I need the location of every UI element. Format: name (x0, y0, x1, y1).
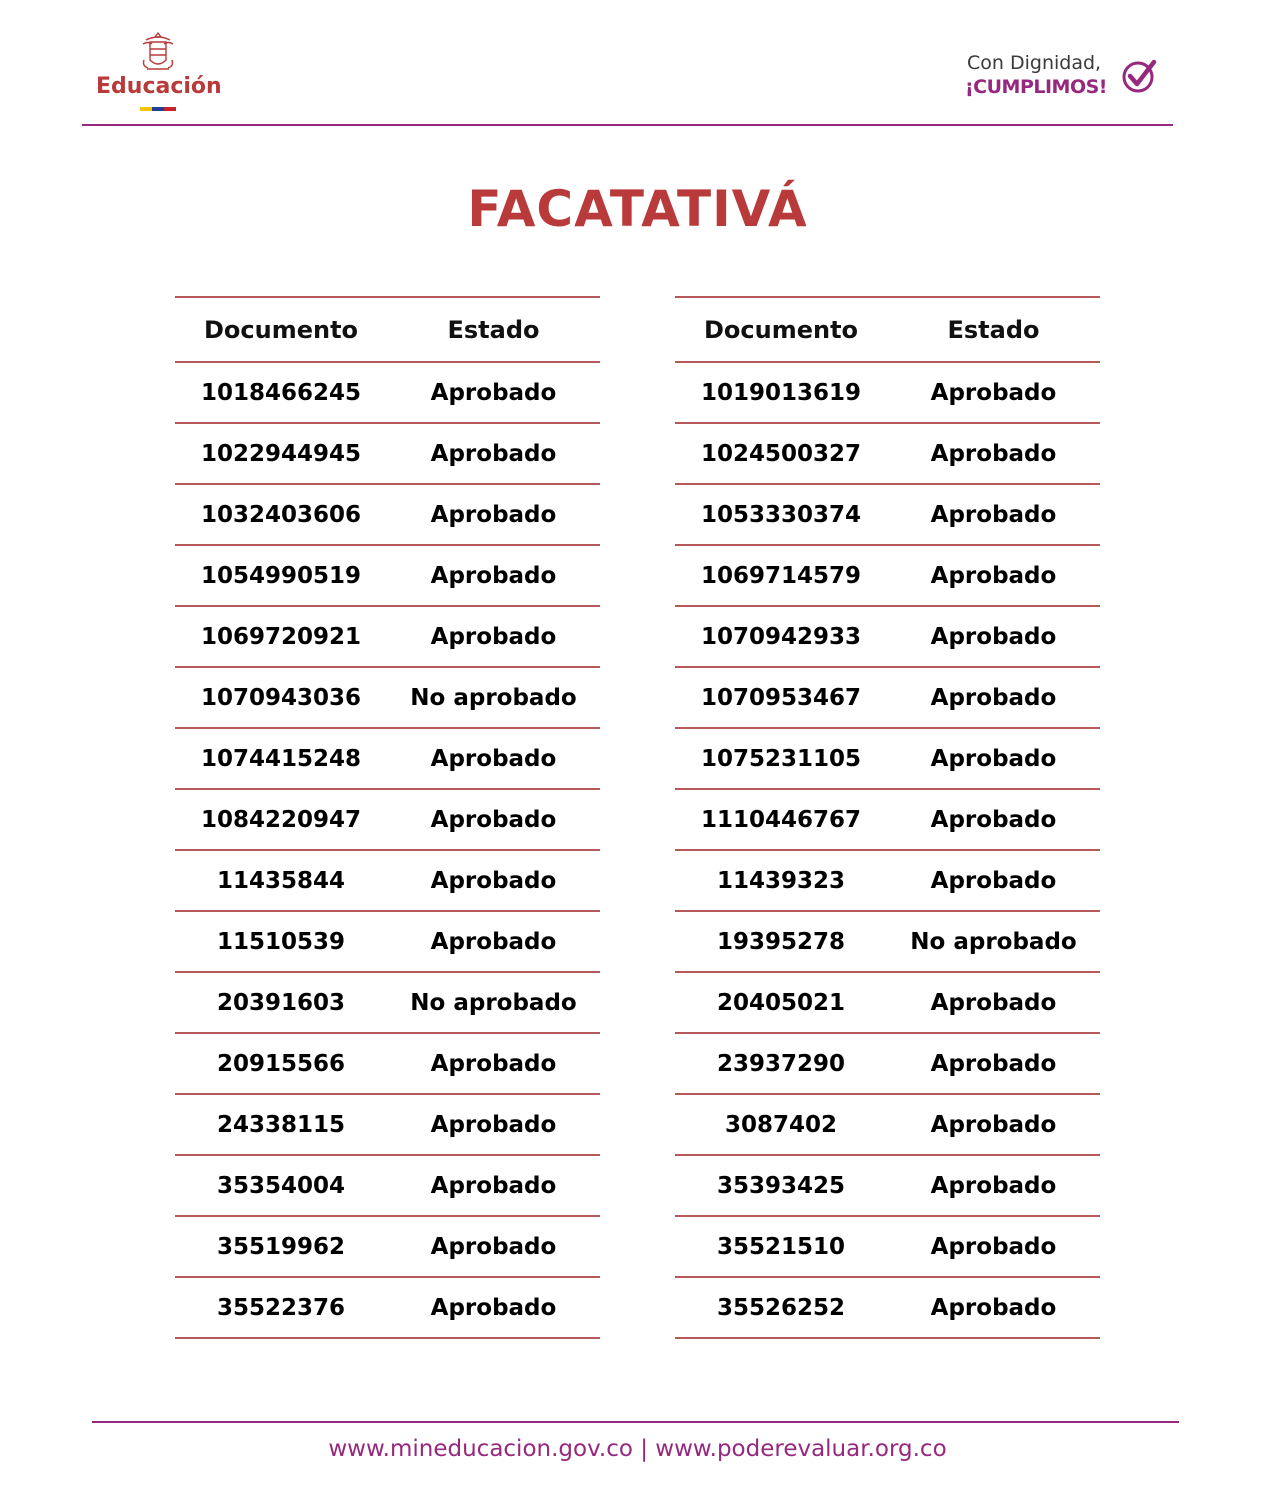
status-value: Aprobado (930, 989, 1057, 1016)
status-value: Aprobado (930, 806, 1057, 833)
flag-bar (140, 107, 176, 111)
table-row (675, 546, 1100, 607)
table-row (675, 668, 1100, 729)
table-row (175, 424, 600, 485)
status-value: Aprobado (430, 1111, 557, 1138)
table-row (675, 485, 1100, 546)
document-number: 1022944945 (200, 440, 362, 467)
table-row (675, 1034, 1100, 1095)
document-number: 1069714579 (700, 562, 862, 589)
status-value: Aprobado (430, 745, 557, 772)
flag-yellow (140, 107, 152, 111)
table-row (675, 729, 1100, 790)
document-number: 11435844 (216, 867, 346, 894)
document-number: 1070943036 (200, 684, 362, 711)
status-value: Aprobado (430, 867, 557, 894)
table-row (175, 1278, 600, 1339)
status-value: Aprobado (930, 379, 1057, 406)
document-number: 1084220947 (200, 806, 362, 833)
status-value: Aprobado (930, 684, 1057, 711)
document-number: 1024500327 (700, 440, 862, 467)
document-number: 35521510 (716, 1233, 846, 1260)
document-number: 35526252 (716, 1294, 846, 1321)
table-row (175, 912, 600, 973)
status-value: No aprobado (410, 989, 577, 1016)
document-number: 11439323 (716, 867, 846, 894)
status-value: Aprobado (430, 440, 557, 467)
column-header-documento: Documento (203, 315, 359, 344)
table-row (175, 1034, 600, 1095)
column-header-estado: Estado (447, 315, 540, 344)
document-number: 11510539 (216, 928, 346, 955)
table-header-row (175, 298, 600, 363)
flag-blue (152, 107, 164, 111)
table-row (175, 973, 600, 1034)
header-divider (82, 124, 1173, 126)
table-row (675, 607, 1100, 668)
table-row (675, 1217, 1100, 1278)
results-table-right (675, 296, 1100, 1339)
column-header-estado: Estado (947, 315, 1040, 344)
column-header-documento: Documento (703, 315, 859, 344)
table-row (175, 668, 600, 729)
status-value: Aprobado (930, 867, 1057, 894)
table-row (675, 790, 1100, 851)
document-number: 3087402 (724, 1111, 838, 1138)
table-row (175, 790, 600, 851)
document-number: 1070953467 (700, 684, 862, 711)
status-value: Aprobado (430, 1172, 557, 1199)
status-value: Aprobado (430, 623, 557, 650)
document-number: 35519962 (216, 1233, 346, 1260)
document-number: 19395278 (716, 928, 846, 955)
slogan-line-2: ¡CUMPLIMOS! (965, 76, 1107, 98)
table-row (675, 851, 1100, 912)
slogan-logo (965, 52, 1165, 102)
document-number: 1054990519 (200, 562, 362, 589)
slogan-line-1: Con Dignidad, (967, 52, 1102, 74)
document-number: 24338115 (216, 1111, 346, 1138)
table-row (675, 363, 1100, 424)
table-row (175, 1217, 600, 1278)
document-number: 1075231105 (700, 745, 862, 772)
table-row (675, 912, 1100, 973)
table-row (175, 729, 600, 790)
status-value: Aprobado (930, 1172, 1057, 1199)
table-row (675, 424, 1100, 485)
table-row (175, 1095, 600, 1156)
status-value: Aprobado (430, 1233, 557, 1260)
table-header-row (675, 298, 1100, 363)
status-value: Aprobado (930, 440, 1057, 467)
status-value: Aprobado (930, 1233, 1057, 1260)
table-row (175, 485, 600, 546)
table-row (175, 363, 600, 424)
status-value: Aprobado (930, 1050, 1057, 1077)
flag-red (164, 107, 176, 111)
ministry-logo (96, 30, 220, 114)
table-row (175, 546, 600, 607)
document-number: 1070942933 (700, 623, 862, 650)
document-number: 1018466245 (200, 379, 362, 406)
footer-links: www.mineducacion.gov.co | www.poderevaluar.org.co (328, 1436, 947, 1462)
colombia-crest-icon (138, 30, 178, 72)
document-number: 1110446767 (700, 806, 862, 833)
status-value: Aprobado (430, 928, 557, 955)
page-title: FACATATIVÁ (467, 180, 808, 238)
table-row (175, 607, 600, 668)
results-table-left (175, 296, 600, 1339)
status-value: Aprobado (430, 806, 557, 833)
check-circle-icon (1121, 56, 1159, 94)
table-row (675, 1278, 1100, 1339)
status-value: No aprobado (410, 684, 577, 711)
document-number: 20405021 (716, 989, 846, 1016)
status-value: Aprobado (430, 501, 557, 528)
document-number: 20915566 (216, 1050, 346, 1077)
document-number: 35354004 (216, 1172, 346, 1199)
document-number: 35393425 (716, 1172, 846, 1199)
status-value: Aprobado (930, 501, 1057, 528)
status-value: Aprobado (430, 1294, 557, 1321)
logo-text: Educación (96, 74, 222, 99)
status-value: No aprobado (910, 928, 1077, 955)
table-row (175, 1156, 600, 1217)
status-value: Aprobado (430, 379, 557, 406)
table-row (675, 1156, 1100, 1217)
document-number: 1074415248 (200, 745, 362, 772)
status-value: Aprobado (430, 1050, 557, 1077)
document-number: 1053330374 (700, 501, 862, 528)
status-value: Aprobado (930, 745, 1057, 772)
status-value: Aprobado (430, 562, 557, 589)
status-value: Aprobado (930, 1111, 1057, 1138)
document-number: 35522376 (216, 1294, 346, 1321)
document-number: 1069720921 (200, 623, 362, 650)
table-row (175, 851, 600, 912)
table-row (675, 973, 1100, 1034)
status-value: Aprobado (930, 1294, 1057, 1321)
status-value: Aprobado (930, 562, 1057, 589)
table-row (675, 1095, 1100, 1156)
document-number: 20391603 (216, 989, 346, 1016)
status-value: Aprobado (930, 623, 1057, 650)
document-number: 23937290 (716, 1050, 846, 1077)
document-number: 1032403606 (200, 501, 362, 528)
document-number: 1019013619 (700, 379, 862, 406)
footer-divider (92, 1421, 1179, 1423)
